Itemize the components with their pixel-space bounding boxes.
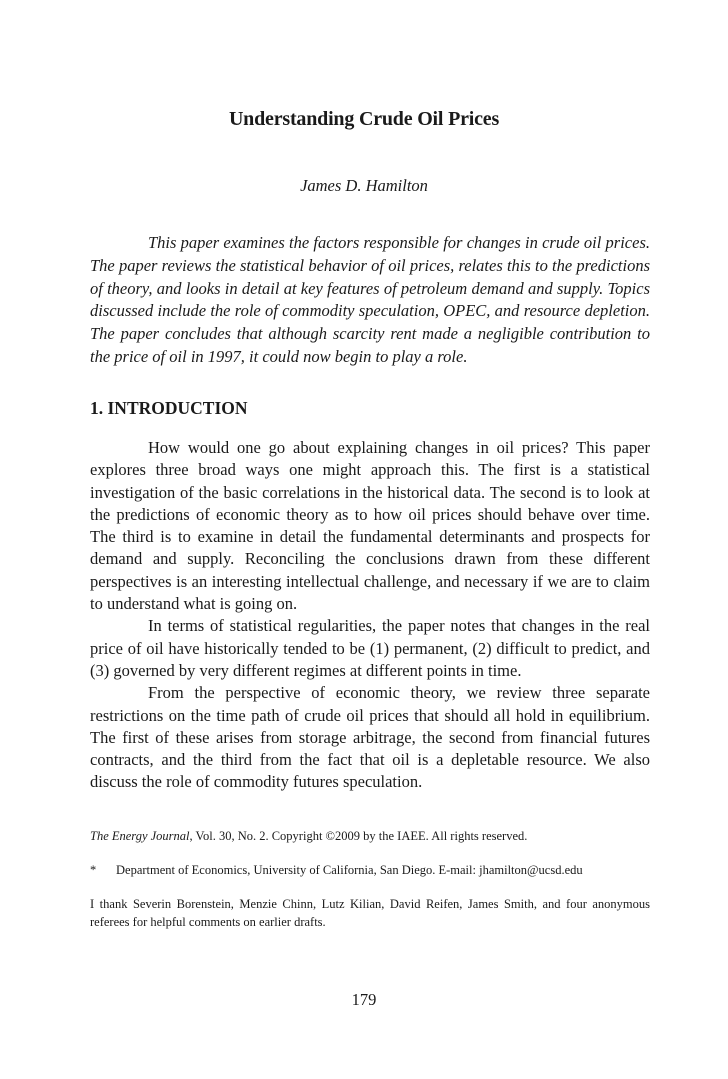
affiliation-footnote <box>90 861 650 879</box>
paragraph: How would one go about explaining changes in oil prices? This paper explores three broad ways one might approach this. The first is a statistical investigation of the basic correlations in the historical data. The second is to look at the predictions of economic theory as to how oil prices should behave over time. The third is to examine in detail the fundamental determinants and prospects for demand and supply. Reconciling the conclusions drawn from these different perspectives is an interesting intellectual challenge, and necessary if we are to claim to understand what is going on. <box>90 438 650 614</box>
journal-citation <box>90 827 650 845</box>
paragraph: In terms of statistical regularities, the paper notes that changes in the real price of oil have historically tended to be (1) permanent, (2) difficult to predict, and (3) governed by very different regimes at different points in time. <box>90 616 650 680</box>
abstract: This paper examines the factors responsible for changes in crude oil prices. The paper reviews the statistical behavior of oil prices, relates this to the predictions of theory, and looks in detail at key features of petroleum demand and supply. Topics discussed include the role of commodity speculation, OPEC, and resource depletion. The paper concludes that although scarcity rent made a negligible contribution to the price of oil in 1997, it could now begin to play a role. <box>90 233 650 366</box>
footnote-marker: * <box>90 863 97 877</box>
introduction-body <box>90 437 650 794</box>
acknowledgements: I thank Severin Borenstein, Menzie Chinn, Lutz Kilian, David Reifen, James Smith, and four anonymous referees for helpful comments on earlier drafts. <box>90 897 650 929</box>
paper-title: Understanding Crude Oil Prices <box>228 108 500 130</box>
journal-details: , Vol. 30, No. 2. Copyright ©2009 by the IAEE. All rights reserved. <box>189 829 528 843</box>
page-number: 179 <box>351 990 377 1009</box>
author-name: James D. Hamilton <box>300 176 428 195</box>
affiliation-text: Department of Economics, University of California, San Diego. E-mail: jhamilton@ucsd.edu <box>116 863 583 877</box>
footnotes <box>90 827 650 931</box>
paragraph: From the perspective of economic theory, we review three separate restrictions on the time path of crude oil prices that should all hold in equilibrium. The first of these arises from storage arbitrage, the second from financial futures contracts, and the third from the fact that oil is a depletable resource. We also discuss the role of commodity futures speculation. <box>90 683 650 792</box>
journal-name: The Energy Journal <box>90 829 190 843</box>
section-heading-introduction: 1. INTRODUCTION <box>90 398 248 418</box>
